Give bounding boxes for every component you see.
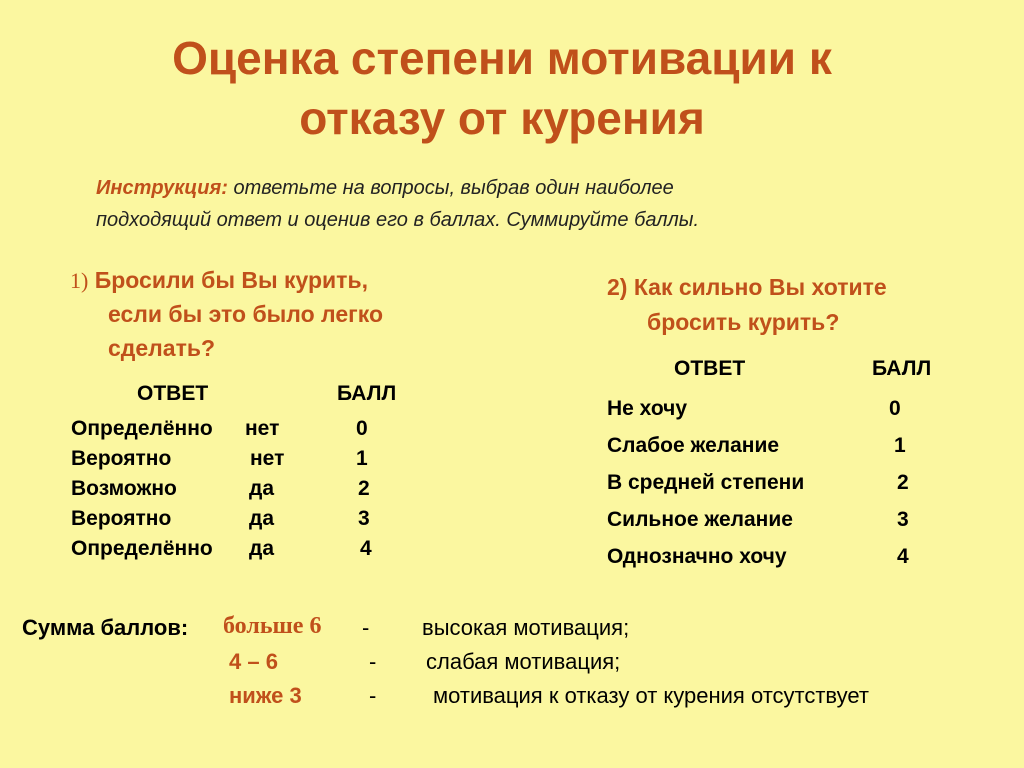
q2-header-answer: ОТВЕТ <box>674 357 746 380</box>
q1-row-score: 2 <box>358 477 370 500</box>
summary-range-none: ниже 3 <box>229 683 302 708</box>
q2-row-score: 2 <box>897 471 909 494</box>
summary-dash: - <box>369 683 377 708</box>
q2-row-answer: В средней степени <box>607 471 805 494</box>
q1-row-score: 3 <box>358 507 370 530</box>
q1-row-answer: Определённо <box>71 417 213 440</box>
q2-row-answer: Слабое желание <box>607 434 780 457</box>
q1-row-answer-b: нет <box>245 417 280 440</box>
q2-row-answer: Сильное желание <box>607 508 793 531</box>
instruction-line-2: подходящий ответ и оценив его в баллах. Суммируйте баллы. <box>96 209 700 231</box>
q2-row-answer: Однозначно хочу <box>607 545 787 568</box>
instruction-line-1 <box>96 173 674 203</box>
summary-text-high: высокая мотивация; <box>422 615 630 640</box>
summary-range-weak: 4 – 6 <box>229 649 278 674</box>
q2-row-score: 1 <box>894 434 906 457</box>
page-title-line-2: отказу от курения <box>299 92 705 144</box>
summary-label: Сумма баллов: <box>22 615 189 640</box>
question-1-line-2: если бы это было легко <box>108 301 383 327</box>
q1-row-answer-b: да <box>249 477 275 500</box>
summary-dash: - <box>369 649 377 674</box>
q1-row-answer: Возможно <box>71 477 177 500</box>
question-1-number: 1) <box>70 268 89 293</box>
instruction-text-1: ответьте на вопросы, выбрав один наиболее <box>233 177 674 199</box>
summary-dash: - <box>362 615 370 640</box>
q1-header-score: БАЛЛ <box>337 382 397 405</box>
q1-row-score: 1 <box>356 447 368 470</box>
q1-row-answer-b: да <box>249 507 275 530</box>
page-title-line-1: Оценка степени мотивации к <box>172 32 832 84</box>
q1-row-answer: Определённо <box>71 537 213 560</box>
q1-row-answer-b: нет <box>250 447 285 470</box>
q2-row-answer: Не хочу <box>607 397 688 420</box>
q2-row-score: 3 <box>897 508 909 531</box>
q1-row-answer: Вероятно <box>71 447 172 470</box>
question-2-line-2: бросить курить? <box>647 309 840 335</box>
q1-row-score: 4 <box>360 537 372 560</box>
q1-row-answer: Вероятно <box>71 507 172 530</box>
summary-text-weak: слабая мотивация; <box>426 649 621 674</box>
question-2-line-1: 2) Как сильно Вы хотите <box>607 274 887 300</box>
question-1-line-1 <box>70 263 368 298</box>
summary-text-none: мотивация к отказу от курения отсутствует <box>433 683 869 708</box>
summary-range-high: больше 6 <box>223 613 322 639</box>
q1-row-score: 0 <box>356 417 368 440</box>
q2-header-score: БАЛЛ <box>872 357 932 380</box>
q2-row-score: 4 <box>897 545 909 568</box>
q2-row-score: 0 <box>889 397 901 420</box>
q1-header-answer: ОТВЕТ <box>137 382 209 405</box>
instruction-label: Инструкция: <box>96 177 228 199</box>
question-1-text-1: Бросили бы Вы курить, <box>94 267 368 293</box>
question-1-line-3: сделать? <box>108 335 216 361</box>
q1-row-answer-b: да <box>249 537 275 560</box>
